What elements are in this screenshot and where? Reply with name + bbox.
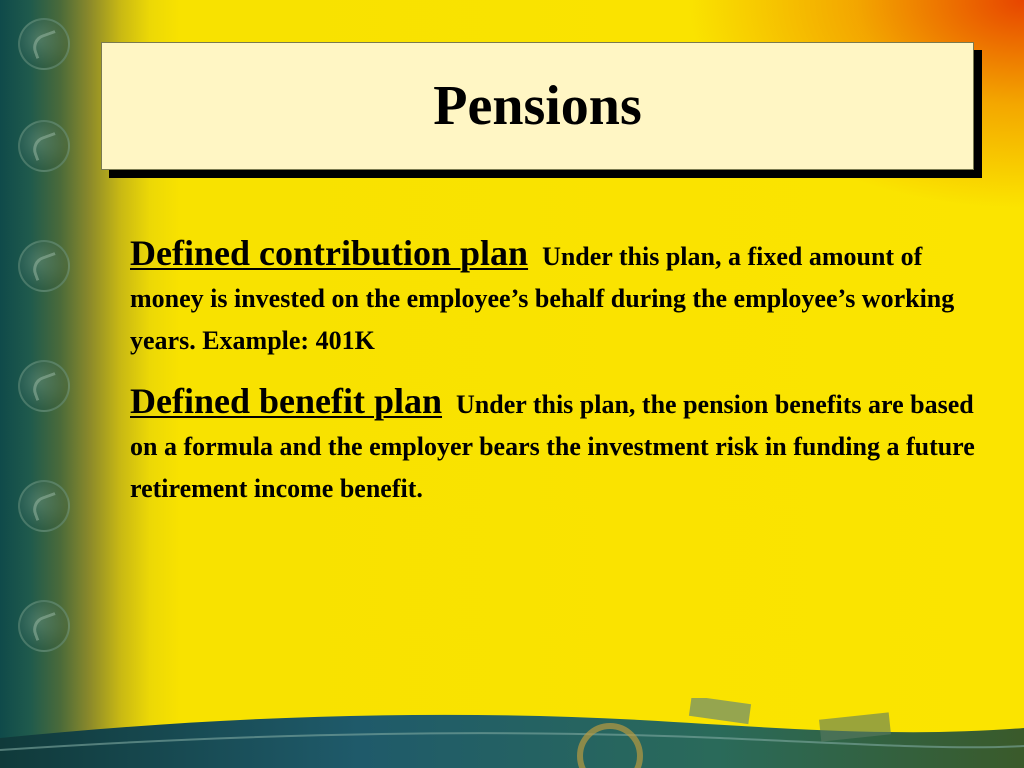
slide-body — [130, 232, 975, 510]
definition-defined-contribution: Under this plan, a fixed amount of money is invested on the employee’s behalf during the employee’s working years. Example: 401K — [130, 242, 955, 355]
emblem-icon — [18, 18, 70, 70]
term-defined-contribution: Defined contribution plan — [130, 233, 529, 273]
emblem-icon — [18, 360, 70, 412]
definition-defined-benefit: Under this plan, the pension benefits are based on a formula and the employer bears the investment risk in funding a future retirement income benefit. — [130, 390, 975, 503]
emblem-icon — [18, 600, 70, 652]
emblem-icon — [18, 240, 70, 292]
decorative-left-strip — [0, 0, 80, 768]
slide-title: Pensions — [433, 75, 642, 137]
paragraph-defined-benefit — [130, 380, 975, 510]
paragraph-defined-contribution — [130, 232, 975, 362]
title-box — [101, 42, 974, 170]
emblem-icon — [18, 480, 70, 532]
decorative-bottom-band — [0, 698, 1024, 768]
term-defined-benefit: Defined benefit plan — [130, 381, 443, 421]
emblem-icon — [18, 120, 70, 172]
